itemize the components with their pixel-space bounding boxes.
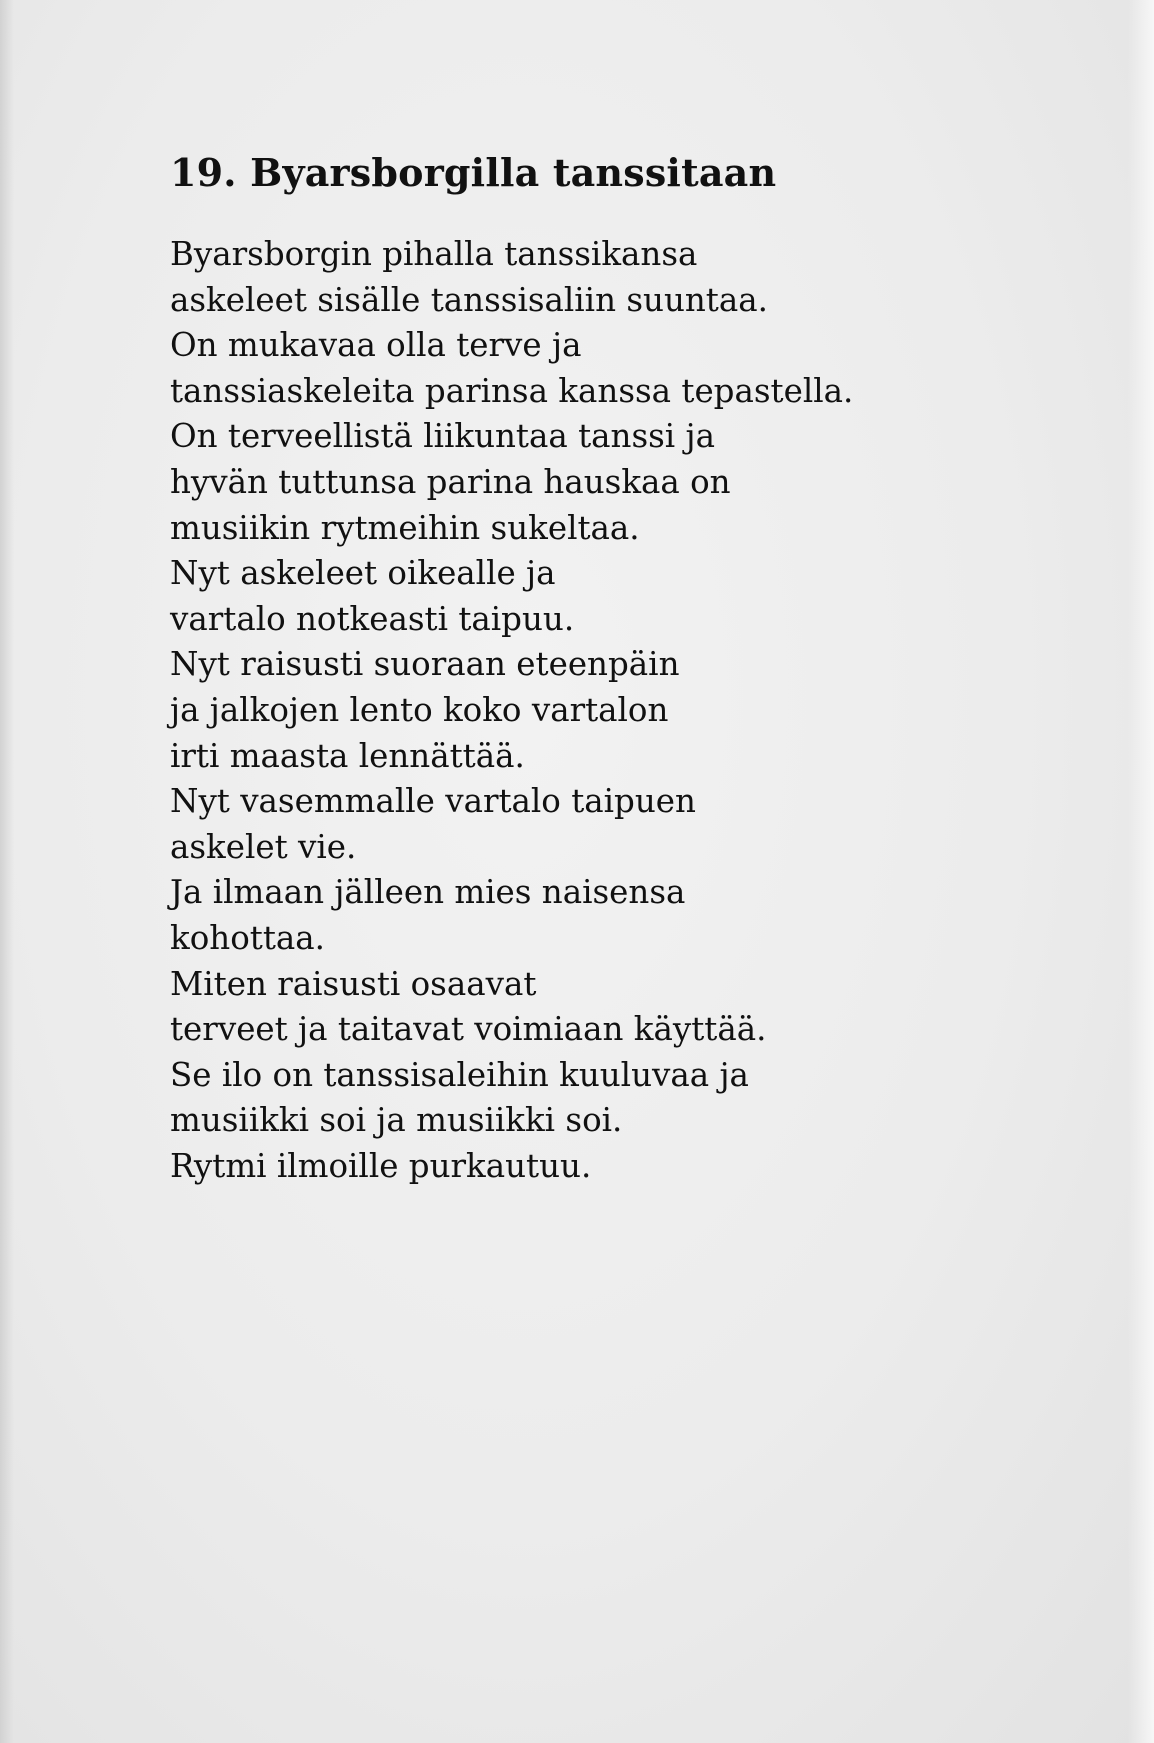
poem-line: Nyt vasemmalle vartalo taipuen bbox=[170, 782, 696, 821]
poem-line: Miten raisusti osaavat bbox=[170, 964, 537, 1003]
poem-line: askeleet sisälle tanssisaliin suuntaa. bbox=[170, 280, 768, 319]
poem-line: musiikki soi ja musiikki soi. bbox=[170, 1101, 623, 1140]
poem-line: On mukavaa olla terve ja bbox=[170, 326, 582, 365]
page-edge bbox=[1128, 0, 1154, 1743]
page-gutter-shadow bbox=[0, 0, 14, 1743]
poem-line: askelet vie. bbox=[170, 827, 357, 866]
poem-line: terveet ja taitavat voimiaan käyttää. bbox=[170, 1010, 767, 1049]
poem-line: Nyt askeleet oikealle ja bbox=[170, 554, 556, 593]
poem-line: On terveellistä liikuntaa tanssi ja bbox=[170, 417, 715, 456]
poem-line: hyvän tuttunsa parina hauskaa on bbox=[170, 462, 731, 501]
poem-line: Se ilo on tanssisaleihin kuuluvaa ja bbox=[170, 1055, 749, 1094]
chapter-title: 19. Byarsborgilla tanssitaan bbox=[170, 150, 777, 195]
poem-line: musiikin rytmeihin sukeltaa. bbox=[170, 508, 640, 547]
poem-line: ja jalkojen lento koko vartalon bbox=[170, 690, 669, 729]
poem-line: kohottaa. bbox=[170, 918, 325, 957]
poem-line: Nyt raisusti suoraan eteenpäin bbox=[170, 645, 680, 684]
poem-line: Ja ilmaan jälleen mies naisensa bbox=[170, 873, 686, 912]
poem-line: vartalo notkeasti taipuu. bbox=[170, 599, 575, 638]
poem-line: Byarsborgin pihalla tanssikansa bbox=[170, 235, 698, 273]
poem bbox=[170, 232, 1070, 1189]
poem-line: irti maasta lennättää. bbox=[170, 736, 525, 775]
poem-line: tanssiaskeleita parinsa kanssa tepastella. bbox=[170, 371, 854, 410]
poem-line: Rytmi ilmoille purkautuu. bbox=[170, 1146, 592, 1185]
page-content bbox=[170, 150, 1070, 1189]
